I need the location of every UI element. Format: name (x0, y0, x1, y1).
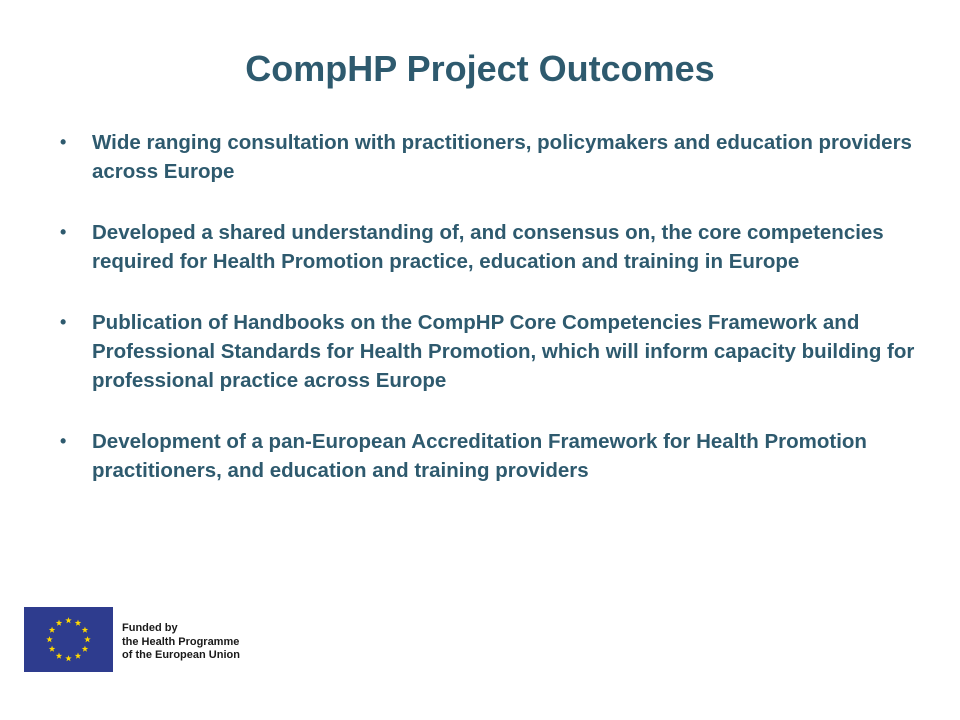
slide-title: CompHP Project Outcomes (245, 48, 715, 89)
star-icon (49, 646, 55, 652)
funding-line: Funded by (122, 622, 178, 634)
star-icon (84, 636, 90, 642)
star-icon (56, 653, 62, 659)
list-item (60, 427, 920, 485)
star-icon (46, 636, 52, 642)
funding-line: of the European Union (122, 649, 240, 661)
star-icon (75, 620, 81, 626)
list-item (60, 218, 920, 276)
bullet-icon: • (60, 132, 67, 152)
bullet-icon: • (60, 431, 67, 451)
list-item (60, 308, 920, 395)
eu-stars (25, 608, 112, 671)
star-icon (56, 620, 62, 626)
bullet-icon: • (60, 312, 67, 332)
bullet-text: Wide ranging consultation with practitioners, policymakers and education providers across Europe (92, 131, 912, 183)
list-item (60, 128, 920, 186)
star-icon (65, 617, 71, 623)
star-icon (65, 655, 71, 661)
star-icon (49, 627, 55, 633)
bullet-text: Developed a shared understanding of, and consensus on, the core competencies required for Health Promotion practice, education and training in Europe (92, 221, 884, 273)
star-icon (82, 627, 88, 633)
star-icon (75, 653, 81, 659)
bullet-icon: • (60, 222, 67, 242)
bullet-text: Development of a pan-European Accreditation Framework for Health Promotion practitioners, and education and training providers (92, 430, 867, 482)
eu-flag-icon (24, 607, 113, 672)
star-icon (82, 646, 88, 652)
bullet-text: Publication of Handbooks on the CompHP Core Competencies Framework and Professional Standards for Health Promotion, which will inform capacity building for professional practice across Europe (92, 311, 915, 392)
outcomes-list (60, 128, 920, 517)
funding-line: the Health Programme (122, 635, 240, 648)
funding-text (122, 622, 322, 663)
